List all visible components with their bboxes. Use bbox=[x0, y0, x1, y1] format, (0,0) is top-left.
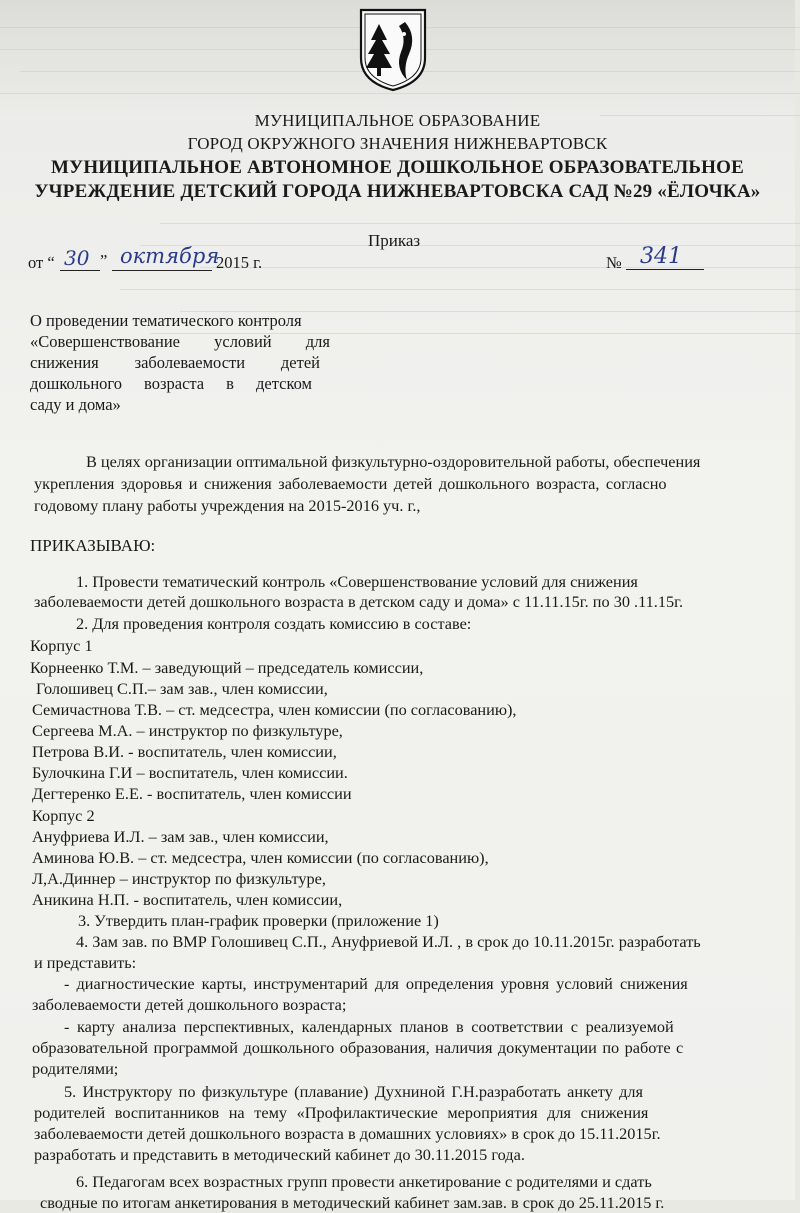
commission-member: Ануфриева И.Л. – зам зав., член комиссии, bbox=[32, 827, 329, 846]
month-underline bbox=[112, 270, 212, 271]
order-subject bbox=[30, 310, 330, 415]
item-2-line: 2. Для проведения контроля создать комиссию в составе: bbox=[76, 614, 472, 633]
commission-member: Сергеева М.А. – инструктор по физкультуре, bbox=[32, 721, 343, 740]
order-directive-word: ПРИКАЗЫВАЮ: bbox=[30, 536, 156, 555]
subject-line: «Совершенствование условий для bbox=[30, 332, 330, 351]
item-5-line: родителей воспитанников на тему «Профилактические мероприятия для снижения bbox=[34, 1103, 649, 1122]
item-6-line: сводные по итогам анкетирования в методический кабинет зам.зав. в срок до 25.11.2015 г. bbox=[40, 1193, 665, 1212]
date-year: 2015 г. bbox=[216, 253, 263, 272]
item-4-line: образовательной программой дошкольного образования, наличия документации по работе с bbox=[32, 1038, 684, 1057]
subject-line: снижения заболеваемости детей bbox=[30, 353, 320, 372]
subject-line: саду и дома» bbox=[30, 395, 121, 414]
corpus-1-heading: Корпус 1 bbox=[30, 636, 93, 655]
subject-line: О проведении тематического контроля bbox=[30, 311, 302, 330]
intro-line: годовому плану работы учреждения на 2015-2016 уч. г., bbox=[34, 496, 421, 515]
item-6-line: 6. Педагогам всех возрастных групп провести анкетирование с родителями и сдать bbox=[76, 1172, 652, 1191]
number-underline bbox=[626, 269, 704, 270]
handwritten-month: октября bbox=[120, 244, 220, 268]
order-title: Приказ bbox=[368, 231, 421, 250]
commission-member: Семичастнова Т.В. – ст. медсестра, член комиссии (по согласованию), bbox=[32, 700, 517, 719]
city-coat-of-arms-icon bbox=[357, 6, 429, 92]
item-4-line: родителями; bbox=[32, 1059, 119, 1078]
date-quote: ” bbox=[100, 251, 108, 270]
item-5-line: заболеваемости детей дошкольного возраста в домашних условиях» в срок до 15.11.2015г. bbox=[34, 1124, 661, 1143]
handwritten-day: 30 bbox=[64, 246, 90, 270]
date-prefix: от “ bbox=[28, 253, 55, 272]
commission-member: Л,А.Диннер – инструктор по физкультуре, bbox=[32, 869, 326, 888]
item-1-line: заболеваемости детей дошкольного возраста в детском саду и дома» с 11.11.15г. по 30 .11.15г. bbox=[34, 592, 684, 611]
intro-line: В целях организации оптимальной физкультурно-оздоровительной работы, обеспечения bbox=[86, 452, 701, 471]
commission-member: Аникина Н.П. - воспитатель, член комиссии, bbox=[32, 890, 343, 909]
item-4-line: 4. Зам зав. по ВМР Голошивец С.П., Ануфриевой И.Л. , в срок до 10.11.2015г. разработать bbox=[76, 932, 701, 951]
subject-line: дошкольного возраста в детском bbox=[30, 374, 312, 393]
day-underline bbox=[60, 270, 100, 271]
order-number-prefix: № bbox=[606, 253, 622, 272]
commission-member: Аминова Ю.В. – ст. медсестра, член комиссии (по согласованию), bbox=[32, 848, 489, 867]
commission-member: Петрова В.И. - воспитатель, член комиссии, bbox=[32, 742, 337, 761]
item-3-line: 3. Утвердить план-график проверки (приложение 1) bbox=[78, 911, 439, 930]
item-4-line: - карту анализа перспективных, календарных планов в соответствии с реализуемой bbox=[64, 1017, 674, 1036]
item-1-line: 1. Провести тематический контроль «Совершенствование условий для снижения bbox=[76, 572, 638, 591]
item-4-line: и представить: bbox=[34, 953, 137, 972]
commission-member: Булочкина Г.И – воспитатель, член комиссии. bbox=[32, 763, 348, 782]
commission-member: Дегтеренко Е.Е. - воспитатель, член комиссии bbox=[32, 784, 352, 803]
commission-member: Голошивец С.П.– зам зав., член комиссии, bbox=[36, 679, 328, 698]
institution-name-line-1: МУНИЦИПАЛЬНОЕ АВТОНОМНОЕ ДОШКОЛЬНОЕ ОБРАЗОВАТЕЛЬНОЕ bbox=[51, 157, 744, 178]
item-5-line: разработать и представить в методический кабинет до 30.11.2015 года. bbox=[34, 1145, 525, 1164]
institution-name-line-2: УЧРЕЖДЕНИЕ ДЕТСКИЙ ГОРОДА НИЖНЕВАРТОВСКА САД №29 «ЁЛОЧКА» bbox=[34, 181, 761, 202]
intro-line: укрепления здоровья и снижения заболеваемости детей дошкольного возраста, согласно bbox=[34, 474, 667, 493]
handwritten-order-number: 341 bbox=[640, 244, 682, 269]
item-4-line: - диагностические карты, инструментарий для определения уровня условий снижения bbox=[64, 974, 688, 993]
item-4-line: заболеваемости детей дошкольного возраста; bbox=[32, 995, 347, 1014]
corpus-2-heading: Корпус 2 bbox=[32, 806, 95, 825]
commission-member: Корнеенко Т.М. – заведующий – председатель комиссии, bbox=[30, 658, 424, 677]
header-line-1: МУНИЦИПАЛЬНОЕ ОБРАЗОВАНИЕ bbox=[254, 111, 541, 130]
header-line-2: ГОРОД ОКРУЖНОГО ЗНАЧЕНИЯ НИЖНЕВАРТОВСК bbox=[187, 134, 608, 153]
item-5-line: 5. Инструктору по физкультуре (плавание) Духниной Г.Н.разработать анкету для bbox=[64, 1082, 643, 1101]
